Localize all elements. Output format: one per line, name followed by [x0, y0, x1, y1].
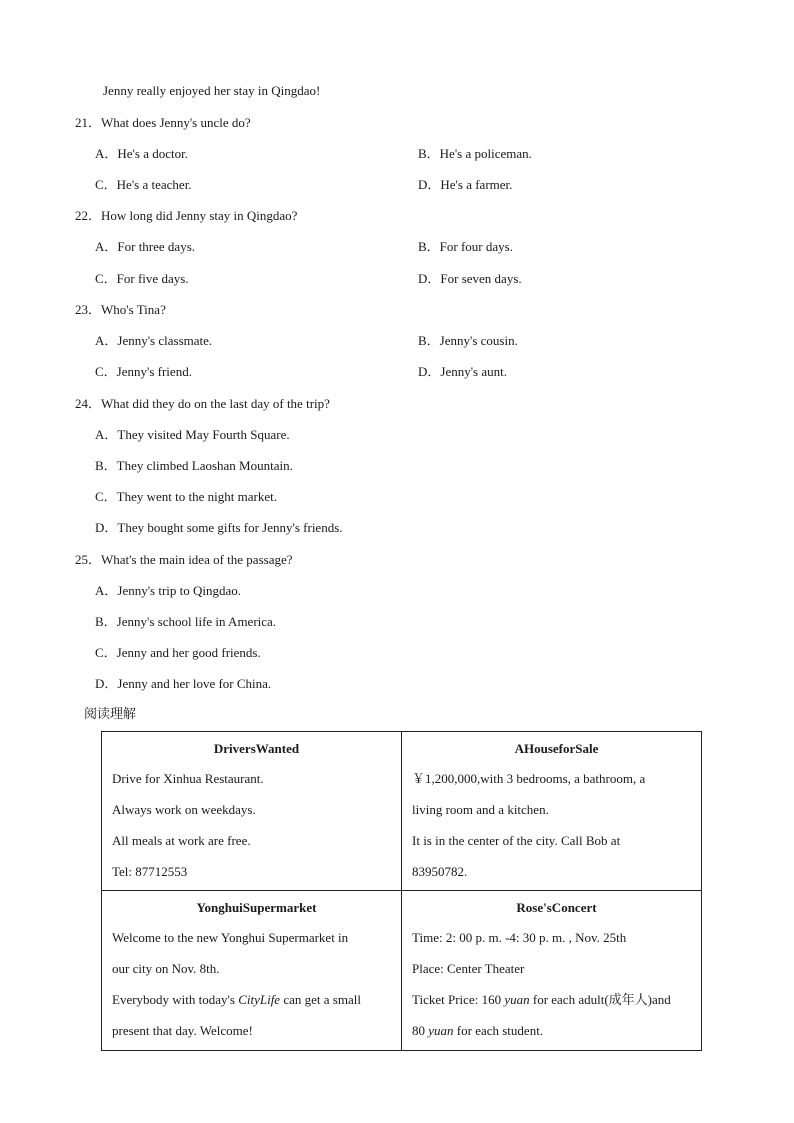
option-text: He's a doctor. — [117, 146, 188, 161]
option-text: For seven days. — [440, 271, 522, 286]
ad-line: Place: Center Theater — [412, 961, 525, 976]
q21-option-d[interactable] — [418, 177, 512, 193]
q21-option-a[interactable] — [95, 146, 188, 162]
currency-word: yuan — [428, 1023, 454, 1038]
option-letter: A． — [95, 427, 118, 442]
q23-option-d[interactable] — [418, 364, 507, 380]
option-letter: B． — [418, 146, 440, 161]
question-number: 24． — [75, 396, 102, 411]
option-text: They bought some gifts for Jenny's friends. — [117, 520, 343, 535]
text-span: Everybody with today's — [112, 992, 239, 1007]
option-text: Jenny's classmate. — [117, 333, 213, 348]
option-text: He's a farmer. — [440, 177, 513, 192]
q25-option-c[interactable] — [95, 645, 261, 661]
ad-line: Drive for Xinhua Restaurant. — [112, 771, 264, 786]
ad-line: our city on Nov. 8th. — [112, 961, 220, 976]
ad-line: Welcome to the new Yonghui Supermarket in — [112, 930, 349, 945]
option-letter: A． — [95, 146, 118, 161]
text-span: for each student. — [453, 1023, 544, 1038]
option-text: They climbed Laoshan Mountain. — [116, 458, 293, 473]
option-text: Jenny's cousin. — [439, 333, 518, 348]
text-span: Ticket Price: 160 — [412, 992, 505, 1007]
option-text: Jenny's school life in America. — [116, 614, 277, 629]
ad-line: ￥1,200,000,with 3 bedrooms, a bathroom, a — [412, 771, 646, 786]
option-letter: B． — [95, 458, 117, 473]
q23-option-c[interactable] — [95, 364, 192, 380]
option-letter: D． — [418, 364, 441, 379]
text-span: can get a small — [280, 992, 361, 1007]
option-text: Jenny's friend. — [116, 364, 192, 379]
ad-yonghui-supermarket — [102, 891, 402, 1051]
question-text: What does Jenny's uncle do? — [101, 115, 251, 130]
question-23 — [75, 302, 166, 318]
option-letter: D． — [418, 177, 441, 192]
text-span: 80 — [412, 1023, 429, 1038]
text-span: for each adult(成年人)and — [529, 992, 671, 1007]
q22-option-c[interactable] — [95, 271, 189, 287]
option-text: For five days. — [116, 271, 189, 286]
ad-line: It is in the center of the city. Call Bob at — [412, 833, 621, 848]
question-21 — [75, 115, 251, 131]
option-text: He's a teacher. — [116, 177, 192, 192]
ad-line: Always work on weekdays. — [112, 802, 256, 817]
q21-option-b[interactable] — [418, 146, 532, 162]
intro-line: Jenny really enjoyed her stay in Qingdao! — [103, 83, 321, 98]
option-letter: B． — [418, 239, 440, 254]
q24-option-c[interactable] — [95, 489, 277, 505]
question-text: What's the main idea of the passage? — [101, 552, 293, 567]
option-letter: A． — [95, 583, 118, 598]
option-text: He's a policeman. — [439, 146, 532, 161]
option-letter: C． — [95, 271, 117, 286]
option-letter: C． — [95, 177, 117, 192]
newspaper-name: CityLife — [238, 992, 281, 1007]
q22-option-a[interactable] — [95, 239, 195, 255]
ad-line: All meals at work are free. — [112, 833, 251, 848]
option-text: For three days. — [117, 239, 196, 254]
ad-house-for-sale — [402, 732, 702, 891]
option-text: Jenny's trip to Qingdao. — [117, 583, 242, 598]
q25-option-a[interactable] — [95, 583, 241, 599]
q25-option-d[interactable] — [95, 676, 271, 692]
option-letter: B． — [418, 333, 440, 348]
option-letter: C． — [95, 645, 117, 660]
option-letter: D． — [95, 520, 118, 535]
ad-line — [412, 1015, 701, 1046]
question-text: How long did Jenny stay in Qingdao? — [101, 208, 298, 223]
option-text: They went to the night market. — [116, 489, 277, 504]
option-text: For four days. — [439, 239, 513, 254]
option-text: Jenny's aunt. — [440, 364, 508, 379]
q24-option-a[interactable] — [95, 427, 290, 443]
option-text: Jenny and her good friends. — [116, 645, 261, 660]
q22-option-b[interactable] — [418, 239, 513, 255]
ad-line: living room and a kitchen. — [412, 802, 549, 817]
currency-word: yuan — [504, 992, 530, 1007]
option-letter: D． — [418, 271, 441, 286]
option-letter: C． — [95, 364, 117, 379]
ads-table — [101, 731, 702, 1051]
q24-option-b[interactable] — [95, 458, 293, 474]
ad-drivers-wanted — [102, 732, 402, 891]
option-text: They visited May Fourth Square. — [117, 427, 290, 442]
ad-line: Time: 2: 00 p. m. -4: 30 p. m. , Nov. 25th — [412, 930, 627, 945]
question-number: 25． — [75, 552, 102, 567]
q21-option-c[interactable] — [95, 177, 192, 193]
q22-option-d[interactable] — [418, 271, 522, 287]
option-letter: B． — [95, 614, 117, 629]
ad-title: AHouseforSale — [514, 741, 599, 756]
ad-line: present that day. Welcome! — [112, 1023, 253, 1038]
ad-line: Tel: 87712553 — [112, 864, 188, 879]
question-number: 22． — [75, 208, 102, 223]
q24-option-d[interactable] — [95, 520, 343, 536]
question-24 — [75, 396, 330, 412]
question-25 — [75, 552, 293, 568]
option-letter: C． — [95, 489, 117, 504]
q23-option-a[interactable] — [95, 333, 212, 349]
ad-title: DriversWanted — [213, 741, 300, 756]
ad-title: Rose'sConcert — [516, 900, 597, 915]
ad-roses-concert — [402, 891, 702, 1051]
q23-option-b[interactable] — [418, 333, 518, 349]
option-letter: A． — [95, 333, 118, 348]
option-letter: A． — [95, 239, 118, 254]
question-text: What did they do on the last day of the trip? — [101, 396, 330, 411]
option-letter: D． — [95, 676, 118, 691]
question-number: 23． — [75, 302, 102, 317]
question-22 — [75, 208, 297, 224]
option-text: Jenny and her love for China. — [117, 676, 272, 691]
ad-line — [112, 984, 401, 1015]
section-label: 阅读理解 — [84, 707, 137, 722]
ad-line — [412, 984, 701, 1015]
question-text: Who's Tina? — [101, 302, 166, 317]
ad-title: YonghuiSupermarket — [196, 900, 317, 915]
ad-line: 83950782. — [412, 864, 468, 879]
q25-option-b[interactable] — [95, 614, 276, 630]
question-number: 21． — [75, 115, 102, 130]
